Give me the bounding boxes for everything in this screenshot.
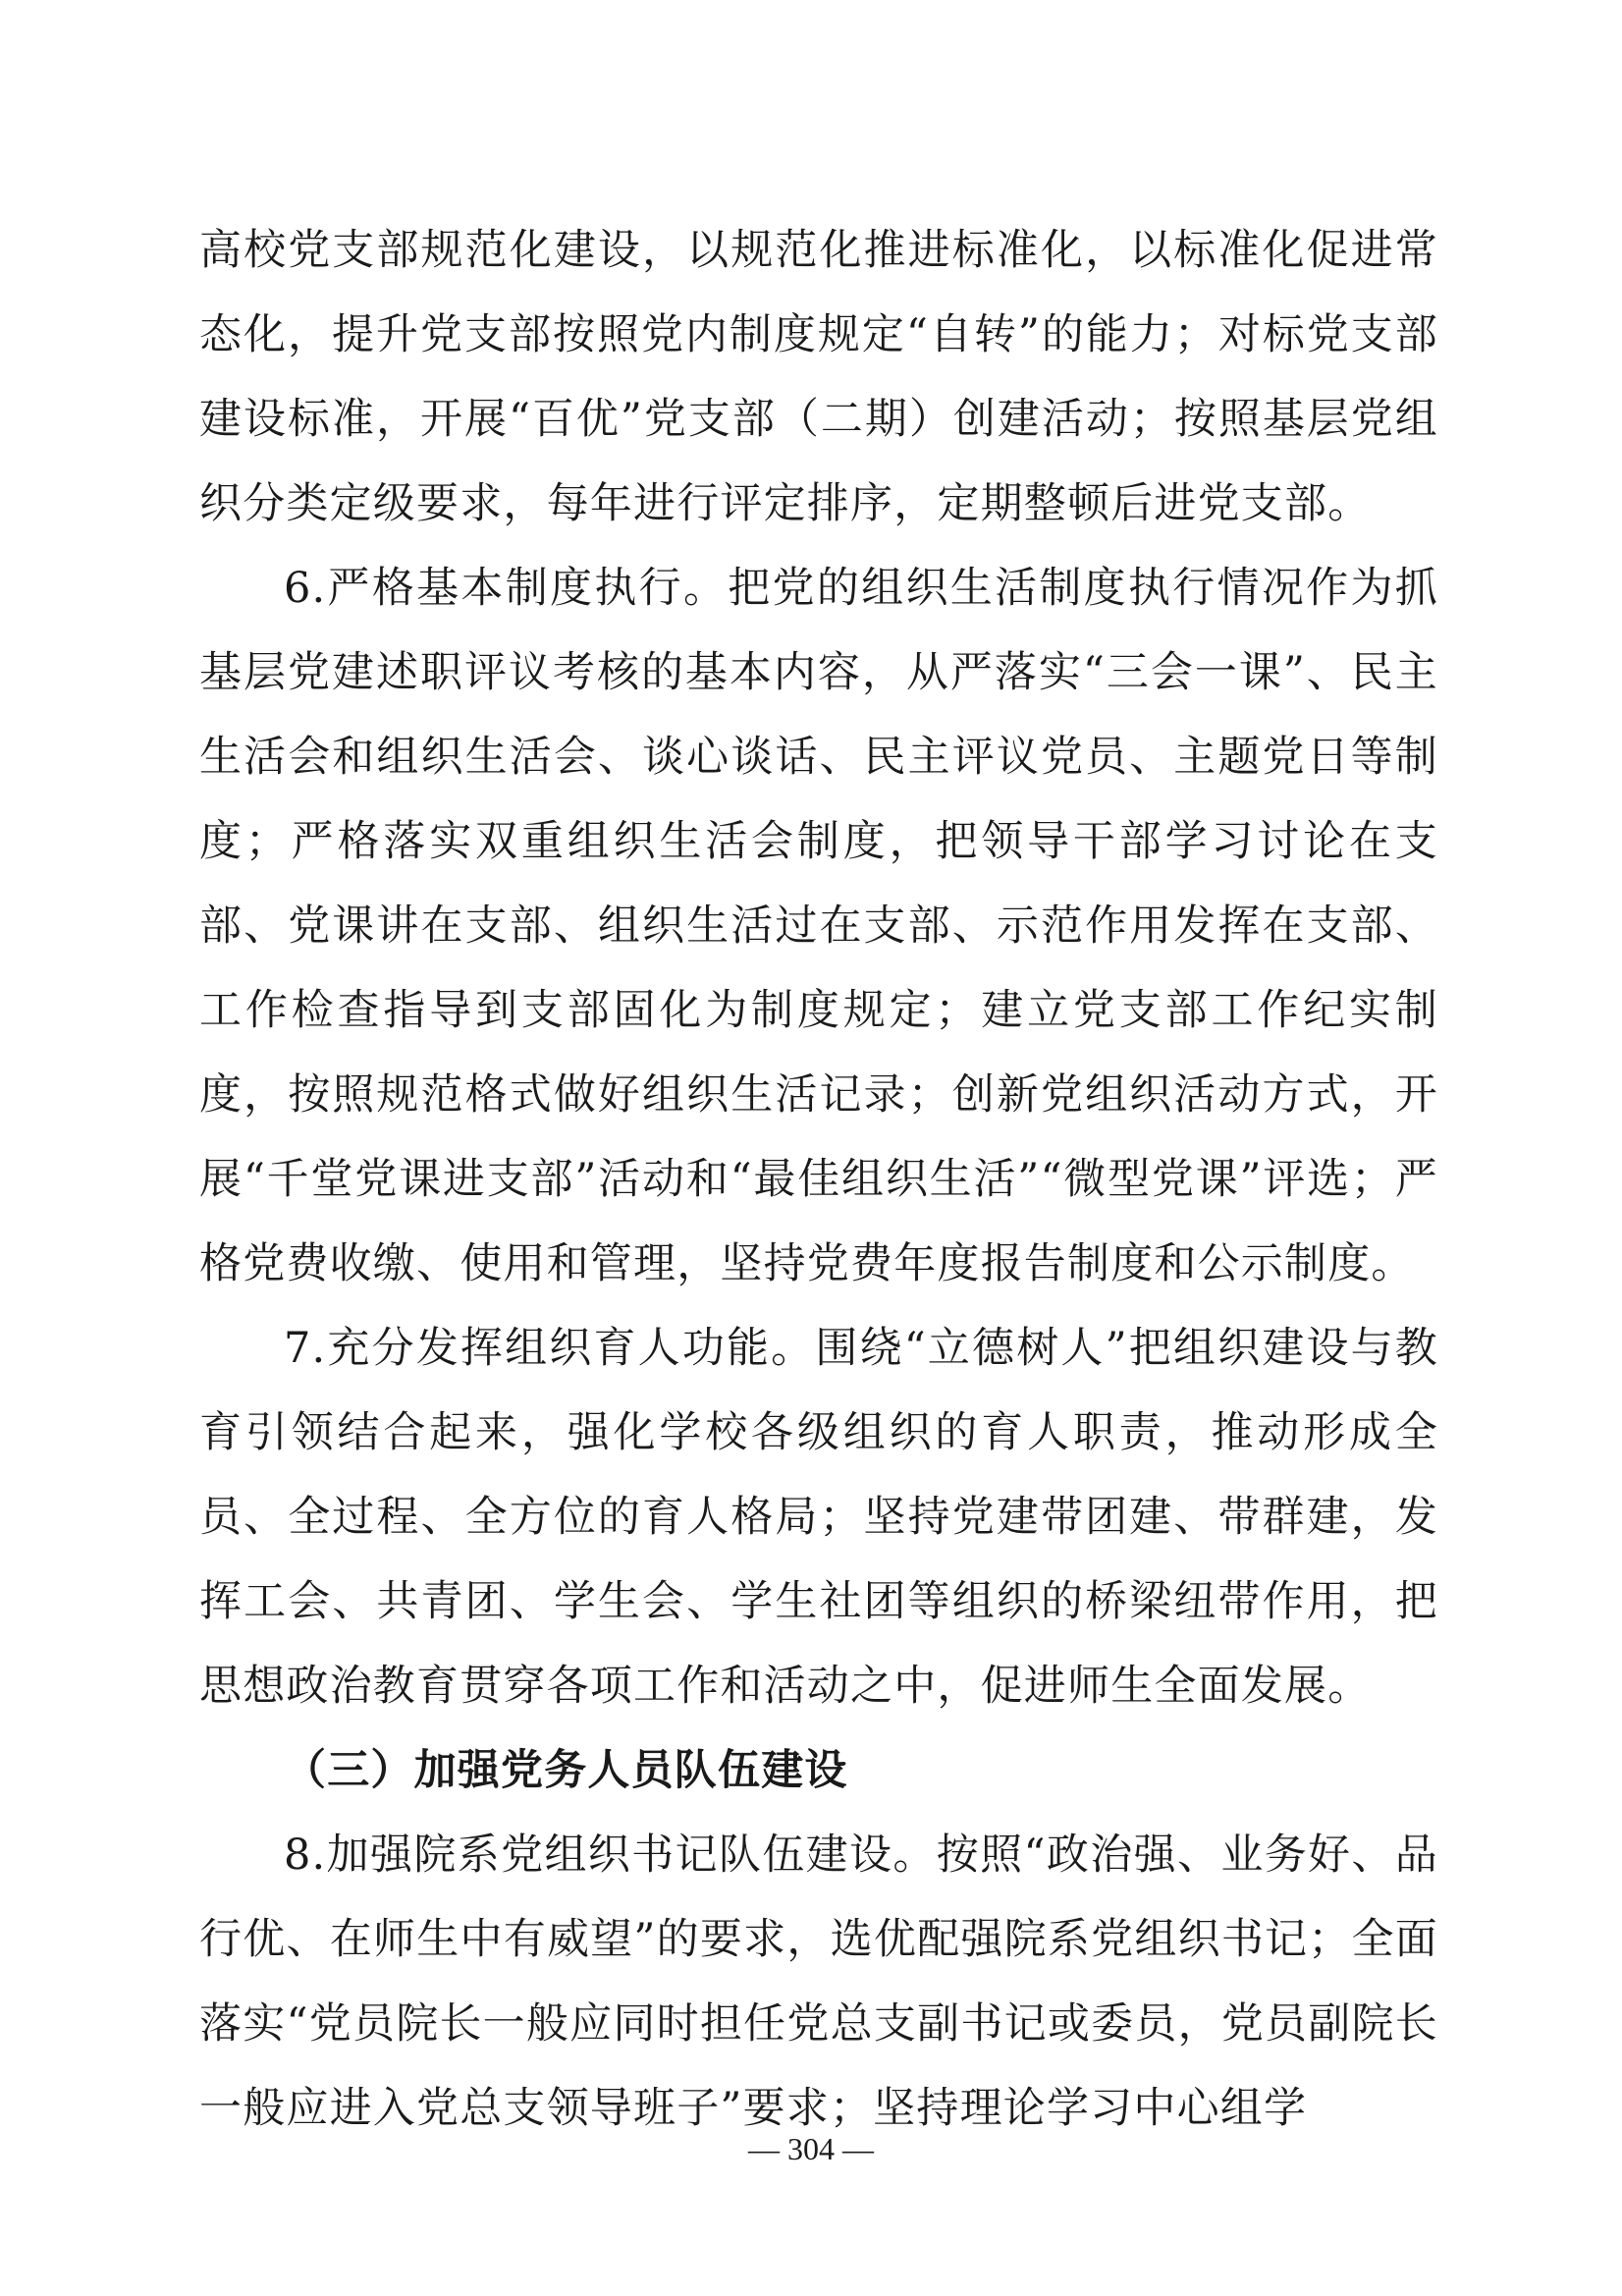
page-number: — 304 — (748, 2131, 874, 2166)
paragraph-item-8: 8.加强院系党组织书记队伍建设。按照“政治强、业务好、品行优、在师生中有威望”的要求，选优配强院系党组织书记；全面落实“党员院长一般应同时担任党总支副书记或委员，党员副院长一般应进入党总支领导班子”要求；坚持理论学习中心组学 (199, 1831, 1438, 2133)
section-heading: （三）加强党务人员队伍建设 (284, 1746, 848, 1795)
paragraph-item-6: 6.严格基本制度执行。把党的组织生活制度执行情况作为抓基层党建述职评议考核的基本内容，从严落实“三会一课”、民主生活会和组织生活会、谈心谈话、民主评议党员、主题党日等制度；严格落实双重组织生活会制度，把领导干部学习讨论在支部、党课讲在支部、组织生活过在支部、示范作用发挥在支部、工作检查指导到支部固化为制度规定；建立党支部工作纪实制度，按照规范格式做好组织生活记录；创新党组织活动方式，开展“千堂党课进支部”活动和“最佳组织生活”“微型党课”评选；严格党费收缴、使用和管理，坚持党费年度报告制度和公示制度。 (199, 564, 1438, 1288)
paragraph-continuation: 高校党支部规范化建设，以规范化推进标准化，以标准化促进常态化，提升党支部按照党内制度规定“自转”的能力；对标党支部建设标准，开展“百优”党支部（二期）创建活动；按照基层党组织分类定级要求，每年进行评定排序，定期整顿后进党支部。 (199, 226, 1438, 528)
paragraph-item-7: 7.充分发挥组织育人功能。围绕“立德树人”把组织建设与教育引领结合起来，强化学校各级组织的育人职责，推动形成全员、全过程、全方位的育人格局；坚持党建带团建、带群建，发挥工会、共青团、学生会、学生社团等组织的桥梁纽带作用，把思想政治教育贯穿各项工作和活动之中，促进师生全面发展。 (199, 1324, 1438, 1711)
document-body (199, 208, 1438, 2151)
